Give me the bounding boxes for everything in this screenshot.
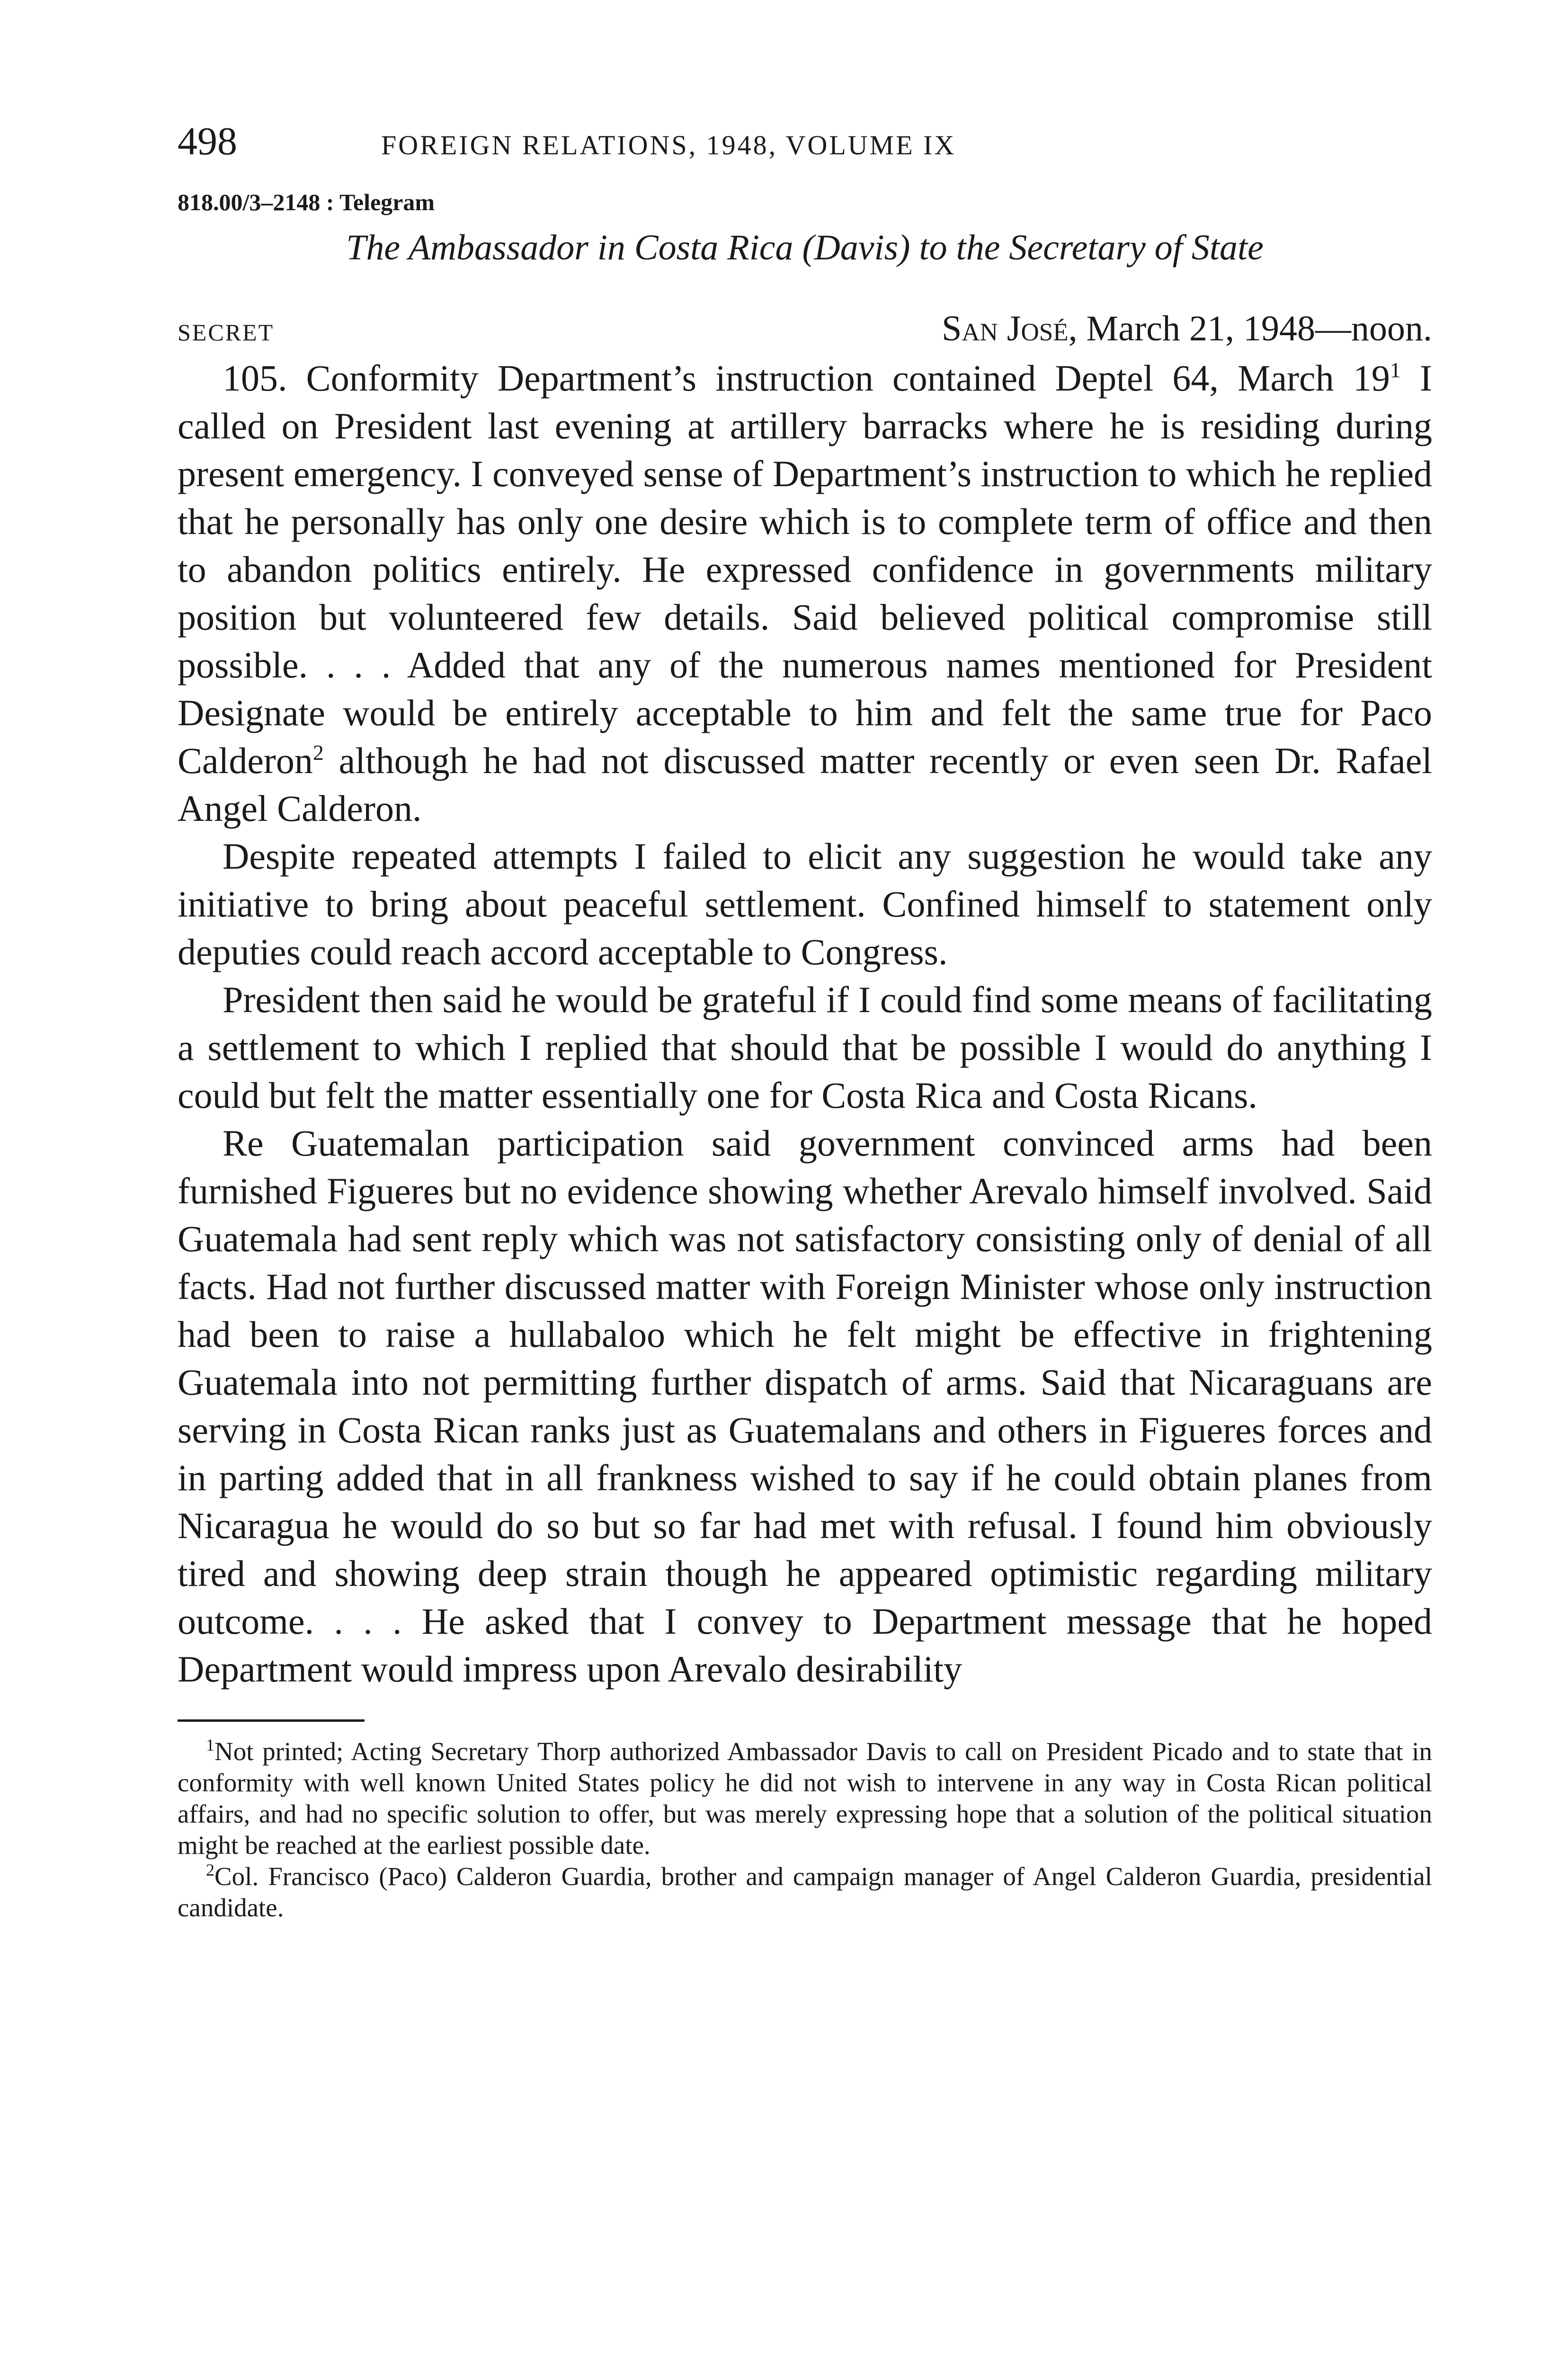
body-paragraph-4: Re Guatemalan participation said government convinced arms had been furnished Figueres but no evidence showing whether Arevalo himself involved. Said Guatemala had sent reply which was not satisfactory consisting only of denial of all facts. Had not further discussed matter with Foreign Minister whose only instruction had been to raise a hullabaloo which he felt might be effective in frightening Guatemala into not permitting further dispatch of arms. Said that Nicaraguans are serving in Costa Rican ranks just as Guatemalans and others in Figueres forces and in parting added that in all frankness wished to say if he could obtain planes from Nicaragua he would do so but so far had met with refusal. I found him obviously tired and showing deep strain though he appeared optimistic regarding military outcome. . . . He asked that I convey to Department message that he hoped Department would impress upon Arevalo desirability (178, 1122, 1432, 1690)
footnote-number: 2 (206, 1860, 214, 1879)
body-paragraph-3: President then said he would be grateful if I could find some means of facilitating a settlement to which I replied that should that be possible I would do anything I could but felt the matter essentially one for Costa Rica and Costa Ricans. (178, 979, 1432, 1116)
paragraph-text: although he had not discussed matter recently or even seen Dr. Rafael Angel Calderon. (178, 740, 1432, 829)
page-number: 498 (178, 119, 237, 163)
document-page (178, 118, 1432, 1923)
date: March 21, 1948—noon. (1077, 309, 1432, 348)
running-title: FOREIGN RELATIONS, 1948, VOLUME IX (381, 130, 956, 160)
body-paragraph-1 (178, 354, 1432, 832)
classification-label: SECRET (178, 319, 275, 346)
footnote-number: 1 (206, 1735, 214, 1754)
paragraph-text: 105. Conformity Department’s instruction contained Deptel 64, March 19 (223, 357, 1390, 399)
footnote-text: Col. Francisco (Paco) Calderon Guardia, brother and campaign manager of Angel Calderon Guardia, presidential candidate. (178, 1862, 1432, 1922)
running-head (178, 118, 1432, 170)
place: San José, (942, 309, 1078, 348)
body-paragraph-2: Despite repeated attempts I failed to elicit any suggestion he would take any initiative to bring about peaceful settlement. Confined himself to statement only deputies could reach accord acceptable to Congress. (178, 836, 1432, 972)
footnote-divider (178, 1719, 365, 1722)
footnote-text: Not printed; Acting Secretary Thorp authorized Ambassador Davis to call on President Picado and to state that in conformity with well known United States policy he did not wish to intervene in any way in Costa Rican political affairs, and had no specific solution to offer, but was merely expressing hope that a solution of the political situation might be reached at the earliest possible date. (178, 1737, 1432, 1860)
document-title: The Ambassador in Costa Rica (Davis) to the Secretary of State (346, 228, 1264, 267)
paragraph-text: I called on President last evening at artillery barracks where he is residing during present emergency. I conveyed sense of Department’s instruction to which he replied that he personally has only one desire which is to complete term of office and then to abandon politics entirely. He expressed confidence in governments military position but volunteered few details. Said believed political compromise still possible. . . . Added that any of the numerous names mentioned for President Designate would be entirely acceptable to him and felt the same true for Paco Calderon (178, 357, 1432, 781)
footnote-mark: 2 (312, 740, 324, 765)
place-date (942, 308, 1432, 349)
dateline (178, 308, 1432, 349)
footnote-1 (178, 1736, 1432, 1861)
file-reference: 818.00/3–2148 : Telegram (178, 189, 435, 215)
footnote-2 (178, 1861, 1432, 1923)
footnote-mark: 1 (1390, 358, 1401, 382)
